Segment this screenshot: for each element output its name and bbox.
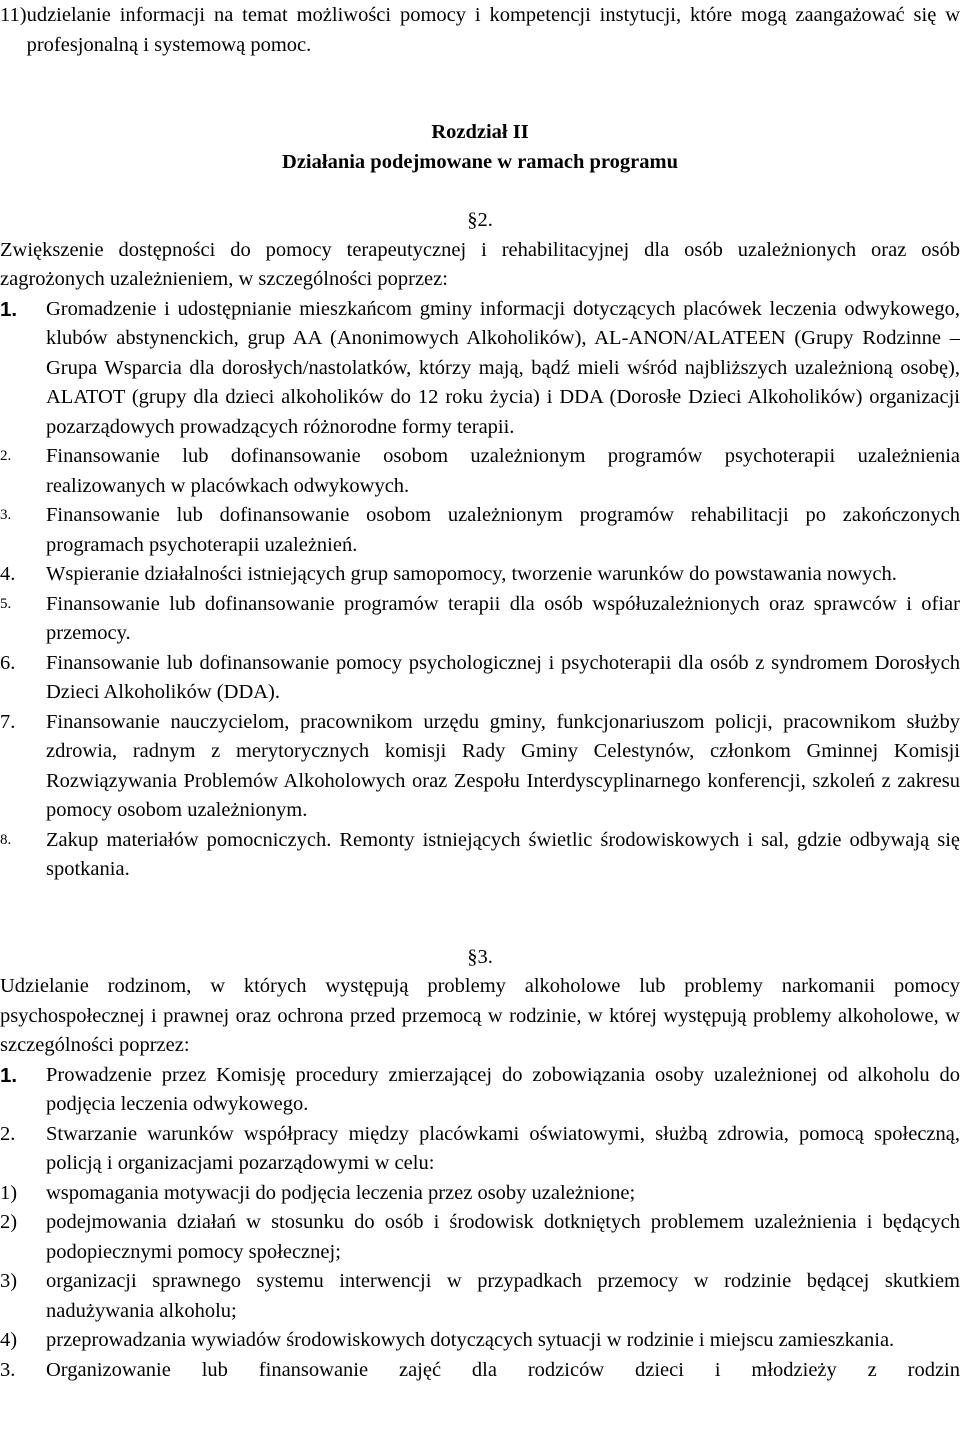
list-item-text: Prowadzenie przez Komisję procedury zmierzającej do zobowiązania osoby uzależnionej od alkoholu do podjęcia leczenia odwykowego. bbox=[46, 1063, 960, 1115]
list-item bbox=[0, 708, 960, 826]
list-number: 5. bbox=[0, 595, 12, 612]
list-number: 2. bbox=[0, 1122, 16, 1145]
list-number: 6. bbox=[0, 651, 16, 674]
list-number: 4. bbox=[0, 563, 16, 585]
list-item bbox=[0, 590, 960, 649]
list-item-text: Finansowanie nauczycielom, pracownikom urzędu gminy, funkcjonariuszom policji, pracownikom służby zdrowia, radnym z merytorycznych komisji Rady Gminy Celestynów, członkom Gminnej Komisji Rozwiązywania Problemów Alkoholowych oraz Zespołu Interdyscyplinarnego konferencji, szkoleń z zakresu pomocy osobom uzależnionym. bbox=[46, 710, 960, 821]
list-item bbox=[0, 1120, 960, 1179]
list-item bbox=[0, 649, 960, 708]
sub-list-item bbox=[0, 1267, 960, 1326]
list-item-text: Finansowanie lub dofinansowanie osobom uzależnionym programów psychoterapii uzależnienia realizowanych w placówkach odwykowych. bbox=[46, 445, 960, 497]
list-item bbox=[0, 1356, 960, 1386]
list-item-text: przeprowadzania wywiadów środowiskowych dotyczących sytuacji w rodzinie i miejscu zamieszkania. bbox=[46, 1329, 895, 1351]
list-number: 2) bbox=[0, 1211, 18, 1233]
list-item-text: wspomagania motywacji do podjęcia leczenia przez osoby uzależnione; bbox=[46, 1181, 636, 1204]
list-item-text: Wspieranie działalności istniejących grup samopomocy, tworzenie warunków do powstawania nowych. bbox=[46, 563, 897, 585]
list-item-text: Zakup materiałów pomocniczych. Remonty istniejących świetlic środowiskowych i sal, gdzie odbywają się spotkania. bbox=[46, 828, 960, 880]
list-number: 8. bbox=[0, 831, 12, 848]
list-number: 3) bbox=[0, 1270, 18, 1292]
list-item bbox=[0, 1061, 960, 1120]
list-number: 2. bbox=[0, 448, 12, 464]
list-item-text: organizacji sprawnego systemu interwencji w przypadkach przemocy w rodzinie będącej skutkiem nadużywania alkoholu; bbox=[46, 1270, 960, 1322]
section-lead: Zwiększenie dostępności do pomocy terapeutycznej i rehabilitacyjnej dla osób uzależnionych oraz osób zagrożonych uzależnieniem, w szczególności poprzez: bbox=[0, 238, 960, 290]
list-number: 1) bbox=[0, 1181, 18, 1204]
section-lead: Udzielanie rodzinom, w których występują problemy alkoholowe lub problemy narkomanii pomocy psychospołecznej i prawnej oraz ochrona przed przemocą w rodzinie, w której występują problemy alkoholowe, w szczególności poprzez: bbox=[0, 975, 960, 1056]
list-item-text: Finansowanie lub dofinansowanie pomocy psychologicznej i psychoterapii dla osób z syndromem Dorosłych Dzieci Alkoholików (DDA). bbox=[46, 651, 960, 703]
list-number: 7. bbox=[0, 710, 16, 733]
list-item bbox=[0, 501, 960, 560]
list-item-text: podejmowania działań w stosunku do osób i środowisk dotkniętych problemem uzależnienia i będących podopiecznymi pomocy społecznej; bbox=[46, 1211, 960, 1263]
list-item-text: Organizowanie lub finansowanie zajęć dla rodziców dzieci i młodzieży z rodzin bbox=[46, 1358, 960, 1381]
chapter-title: Rozdział II bbox=[431, 121, 529, 143]
section2-list bbox=[0, 295, 960, 885]
list-item bbox=[0, 295, 960, 443]
list-number: 3. bbox=[0, 1358, 16, 1381]
sub-list-item bbox=[0, 1326, 960, 1356]
list-item bbox=[0, 560, 960, 590]
list-item-text: Stwarzanie warunków współpracy między placówkami oświatowymi, służbą zdrowia, pomocą społeczną, policją i organizacjami pozarządowymi w celu: bbox=[46, 1122, 960, 1174]
list-number: 1. bbox=[0, 297, 18, 321]
list-number: 1. bbox=[0, 1063, 18, 1087]
list-item-text: Finansowanie lub dofinansowanie programów terapii dla osób współuzależnionych oraz sprawców i ofiar przemocy. bbox=[46, 592, 960, 644]
list-number: 3. bbox=[0, 507, 12, 523]
sub-list-item bbox=[0, 1179, 960, 1209]
list-item-text: udzielanie informacji na temat możliwości pomocy i kompetencji instytucji, które mogą zaangażować się w profesjonalną i systemową pomoc. bbox=[26, 4, 960, 56]
section3-list bbox=[0, 1061, 960, 1386]
list-item bbox=[0, 442, 960, 501]
list-number: 4) bbox=[0, 1329, 18, 1351]
list-number: 11) bbox=[0, 4, 27, 26]
sub-list-item bbox=[0, 1208, 960, 1267]
section-sign: §2. bbox=[467, 209, 493, 231]
intro-list-item bbox=[0, 1, 960, 60]
list-item-text: Finansowanie lub dofinansowanie osobom uzależnionym programów rehabilitacji po zakończonych programach psychoterapii uzależnień. bbox=[46, 504, 960, 556]
section-sign: §3. bbox=[467, 945, 493, 968]
chapter-subtitle: Działania podejmowane w ramach programu bbox=[282, 150, 678, 173]
list-item bbox=[0, 826, 960, 885]
list-item-text: Gromadzenie i udostępnianie mieszkańcom gminy informacji dotyczących placówek leczenia odwykowego, klubów abstynenckich, grup AA (Anonimowych Alkoholików), AL-ANON/ALATEEN (Grupy Rodzinne – Grupa Wsparcia dla dorosłych/nastolatków, którzy mają, bądź mieli wśród najbliższych uzależnioną osobę), ALATOT (grupy dla dzieci alkoholików do 12 roku życia) i DDA (Dorosłe Dzieci Alkoholików) organizacji pozarządowych prowadzących różnorodne formy terapii. bbox=[46, 297, 960, 438]
